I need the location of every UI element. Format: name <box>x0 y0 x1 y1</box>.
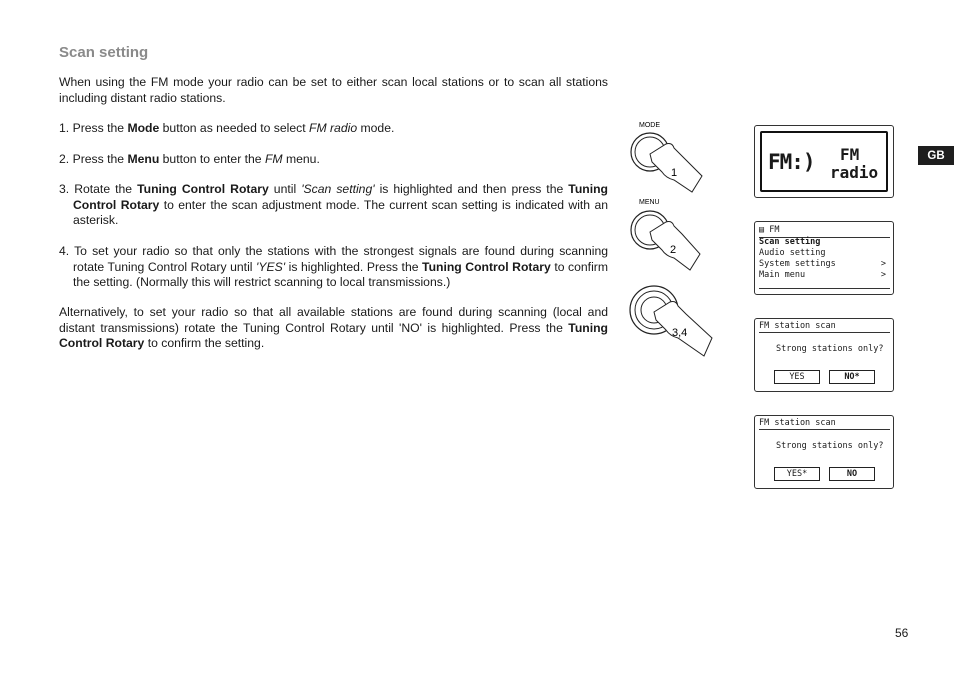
no-option: NO <box>829 467 875 481</box>
menu-item-system-settings: System settings > <box>759 259 886 269</box>
fm-mode-line2: radio <box>830 163 879 182</box>
menu-header: ▤ FM <box>759 225 890 238</box>
page-number: 56 <box>895 626 909 640</box>
no-option: NO* <box>829 370 875 384</box>
display-fm-radio <box>754 125 894 198</box>
display-scan-no-selected <box>754 318 894 392</box>
display-scan-yes-selected <box>754 415 894 489</box>
callout-1: 1 <box>671 167 678 179</box>
alternative-paragraph: Alternatively, to set your radio so that all available stations are found during scanning (local and distant transmissions) rotate the Tuning Control Rotary until 'NO' is highlighted. Press the Tuning Control Rotary to confirm the setting. <box>59 305 608 350</box>
scan-header: FM station scan <box>759 417 890 430</box>
menu-item-audio-setting: Audio setting <box>759 248 826 258</box>
yes-option: YES* <box>774 467 820 481</box>
scan-question: Strong stations only? <box>776 441 884 451</box>
menu-item-main-menu: Main menu > <box>759 270 886 280</box>
step-3: 3. Rotate the Tuning Control Rotary until 'Scan setting' is highlighted and then press the Tuning Control Rotary to enter the scan adjustment mode. The current scan setting is indicated with an asterisk. <box>59 182 609 227</box>
display-fm-menu <box>754 221 894 295</box>
step-4: 4. To set your radio so that only the stations with the strongest signals are found during scanning rotate Tuning Control Rotary until 'YES' is highlighted. Press the Tuning Control Rotary to confirm the setting. (Normally this will restrict scanning to local transmissions.) <box>59 244 608 289</box>
menu-icon: ▤ <box>759 225 765 235</box>
fm-mode-line1: FM <box>840 145 860 164</box>
scan-header: FM station scan <box>759 320 890 333</box>
yes-option: YES <box>774 370 820 384</box>
step-1: 1. Press the Mode button as needed to select FM radio mode. <box>59 121 395 135</box>
callout-3-4: 3,4 <box>672 327 688 339</box>
scan-question: Strong stations only? <box>776 344 884 354</box>
language-tab: GB <box>918 146 954 165</box>
callout-2: 2 <box>670 244 677 256</box>
section-title: Scan setting <box>59 44 149 61</box>
button-press-illustrations <box>622 118 722 368</box>
menu-item-scan-setting: Scan setting <box>759 237 821 247</box>
fm-logo: FM:) <box>768 150 815 174</box>
mode-label: MODE <box>639 122 660 129</box>
intro-paragraph: When using the FM mode your radio can be set to either scan local stations or to scan all stations including distant radio stations. <box>59 75 608 105</box>
step-2: 2. Press the Menu button to enter the FM menu. <box>59 152 320 166</box>
menu-label: MENU <box>639 199 660 206</box>
